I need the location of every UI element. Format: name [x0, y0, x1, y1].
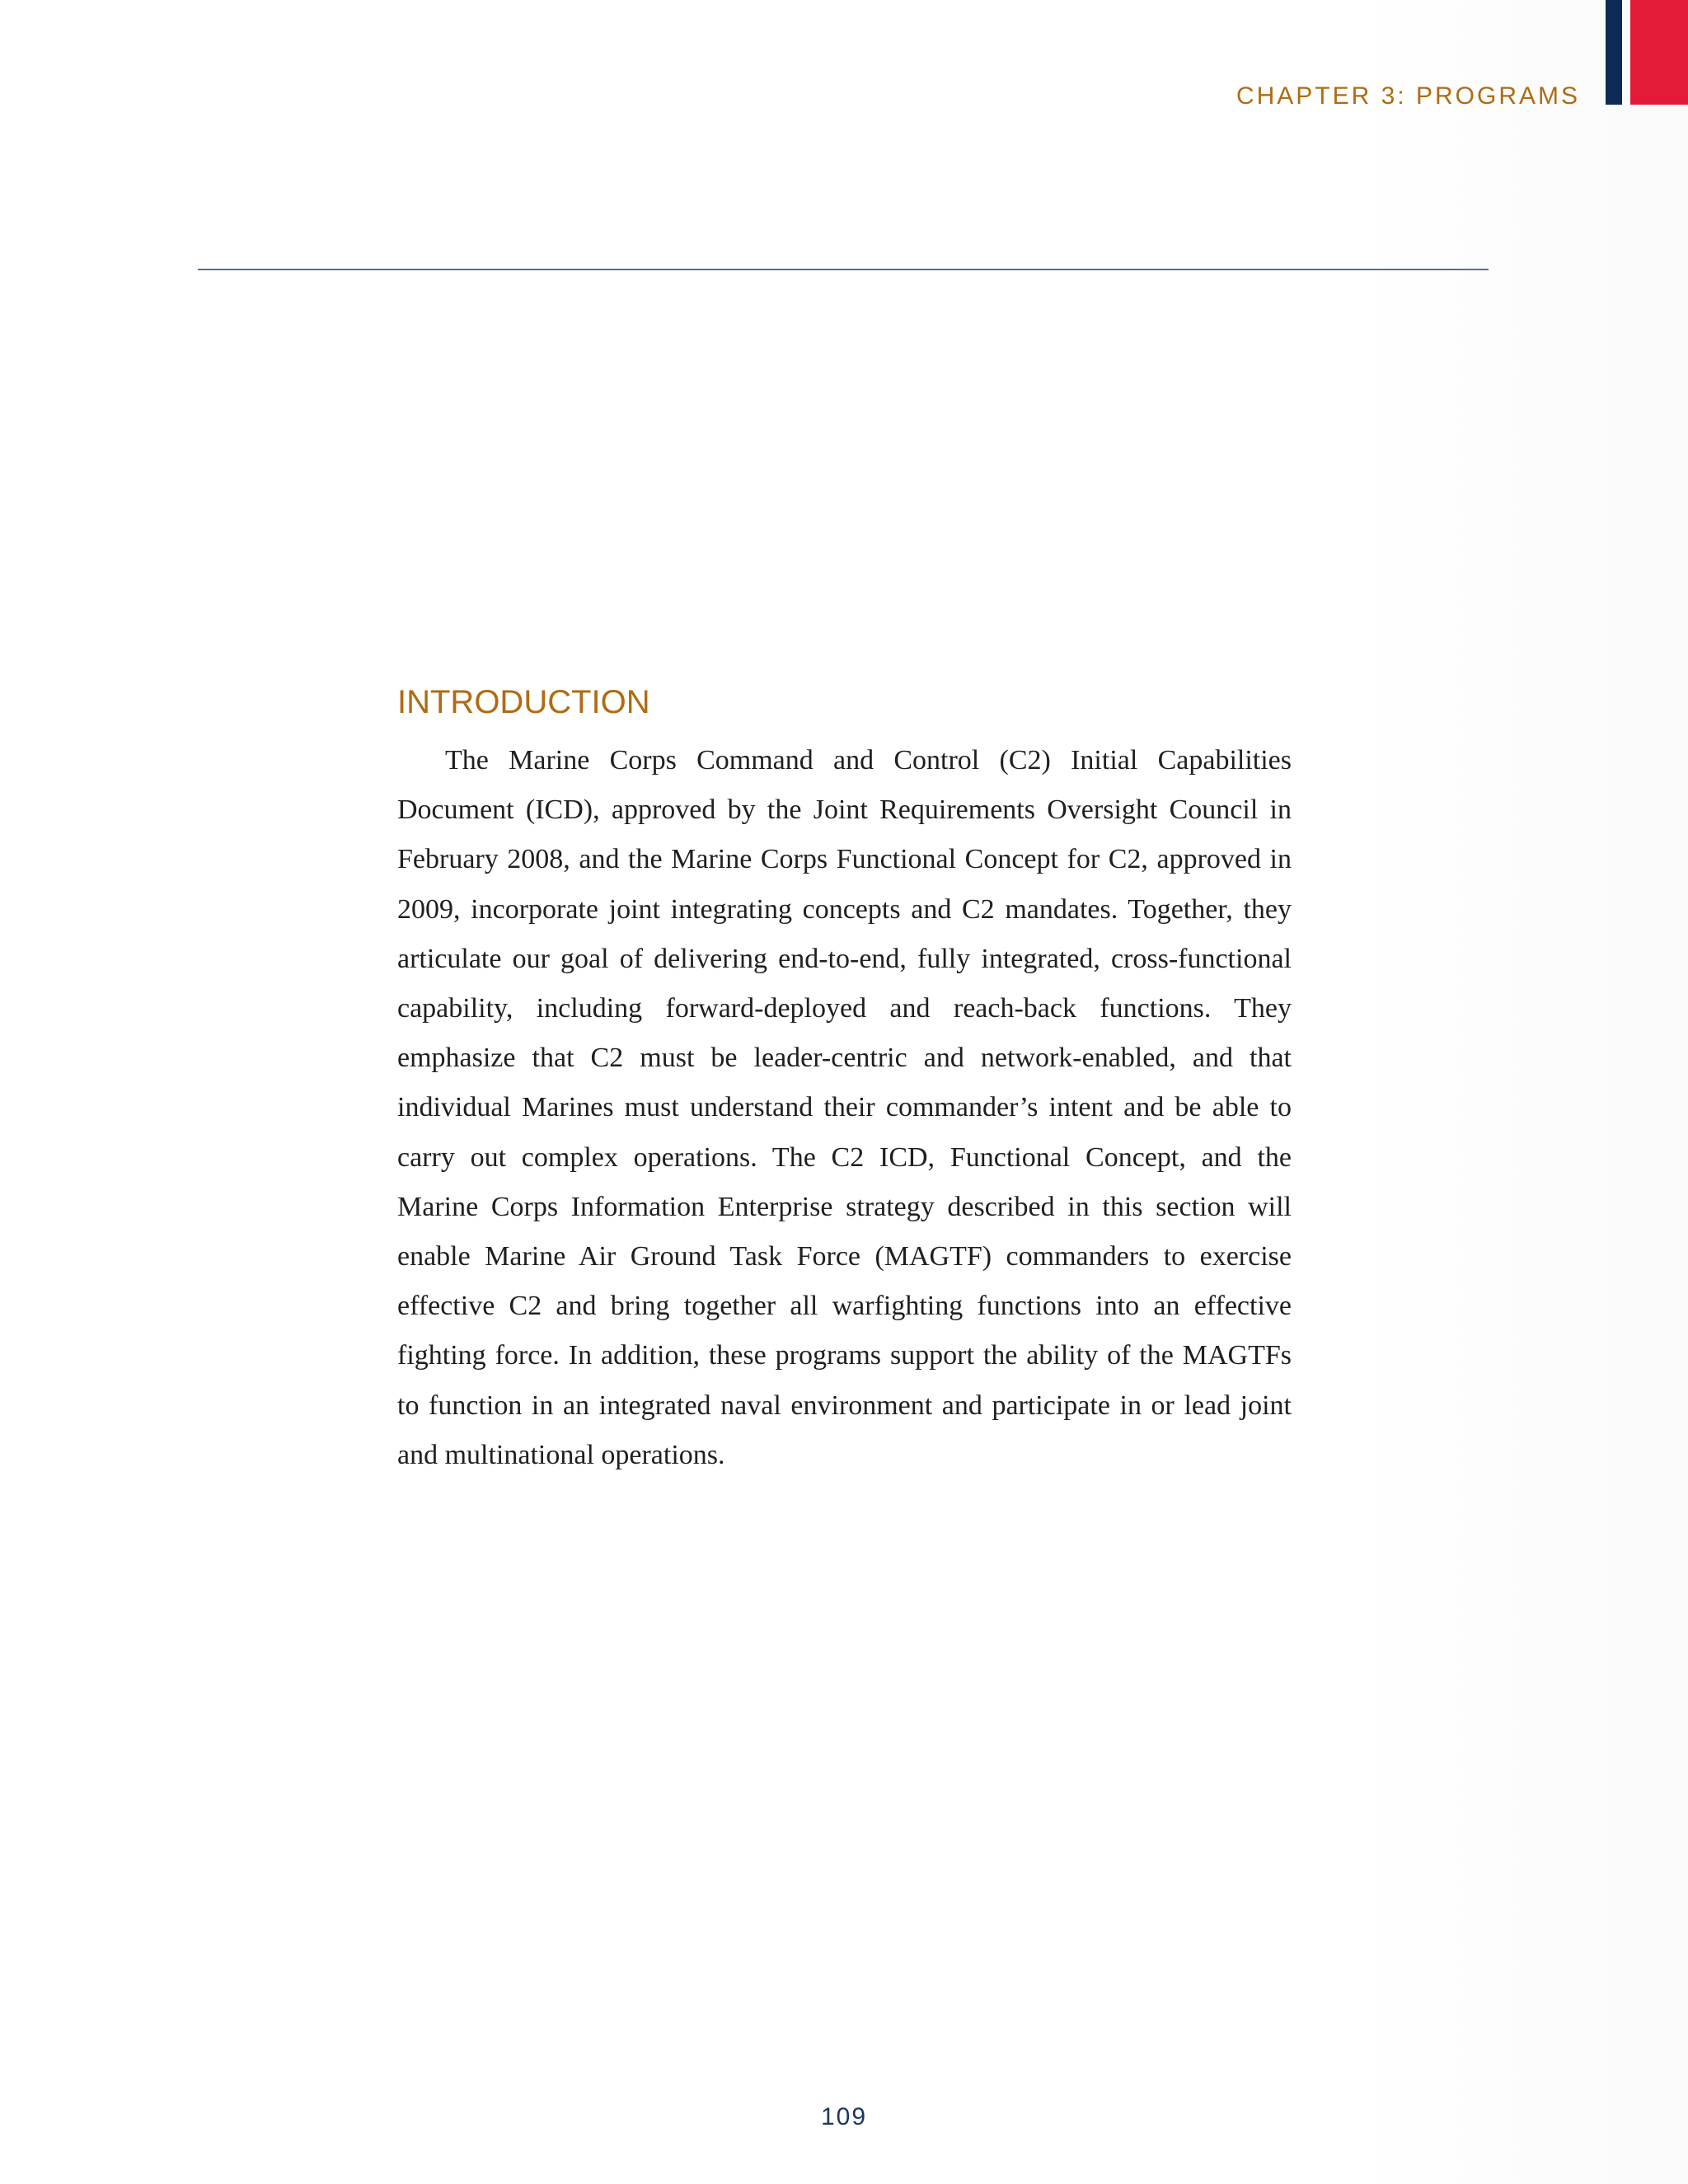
chapter-tab-navy-stripe: [1606, 0, 1622, 105]
body-paragraph: The Marine Corps Command and Control (C2) Initial Capabilities Document (ICD), approved by the Joint Requirements Oversight Council in February 2008, and the Marine Corps Functional Concept for C2, approved in 2009, incorporate joint integrating concepts and C2 mandates. Together, they articulate our goal of delivering end-to-end, fully integrated, cross-functional capability, including forward-deployed and reach-back functions. They emphasize that C2 must be leader-centric and network-enabled, and that individual Marines must understand their commander’s intent and be able to carry out complex operations. The C2 ICD, Functional Concept, and the Marine Corps Information Enterprise strategy described in this section will enable Marine Air Ground Task Force (MAGTF) commanders to exercise effective C2 and bring together all warfighting functions into an effective fighting force. In addition, these programs support the ability of the MAGTFs to function in an integrated naval environment and participate in or lead joint and multinational operations.: [397, 745, 1292, 1470]
chapter-tab-red-block: [1630, 0, 1688, 105]
section-heading: INTRODUCTION: [397, 684, 650, 720]
page-number: 109: [820, 2103, 868, 2130]
page-shade: [1352, 0, 1688, 2184]
running-head: CHAPTER 3: PROGRAMS: [1236, 82, 1580, 110]
header-rule: [198, 269, 1489, 270]
